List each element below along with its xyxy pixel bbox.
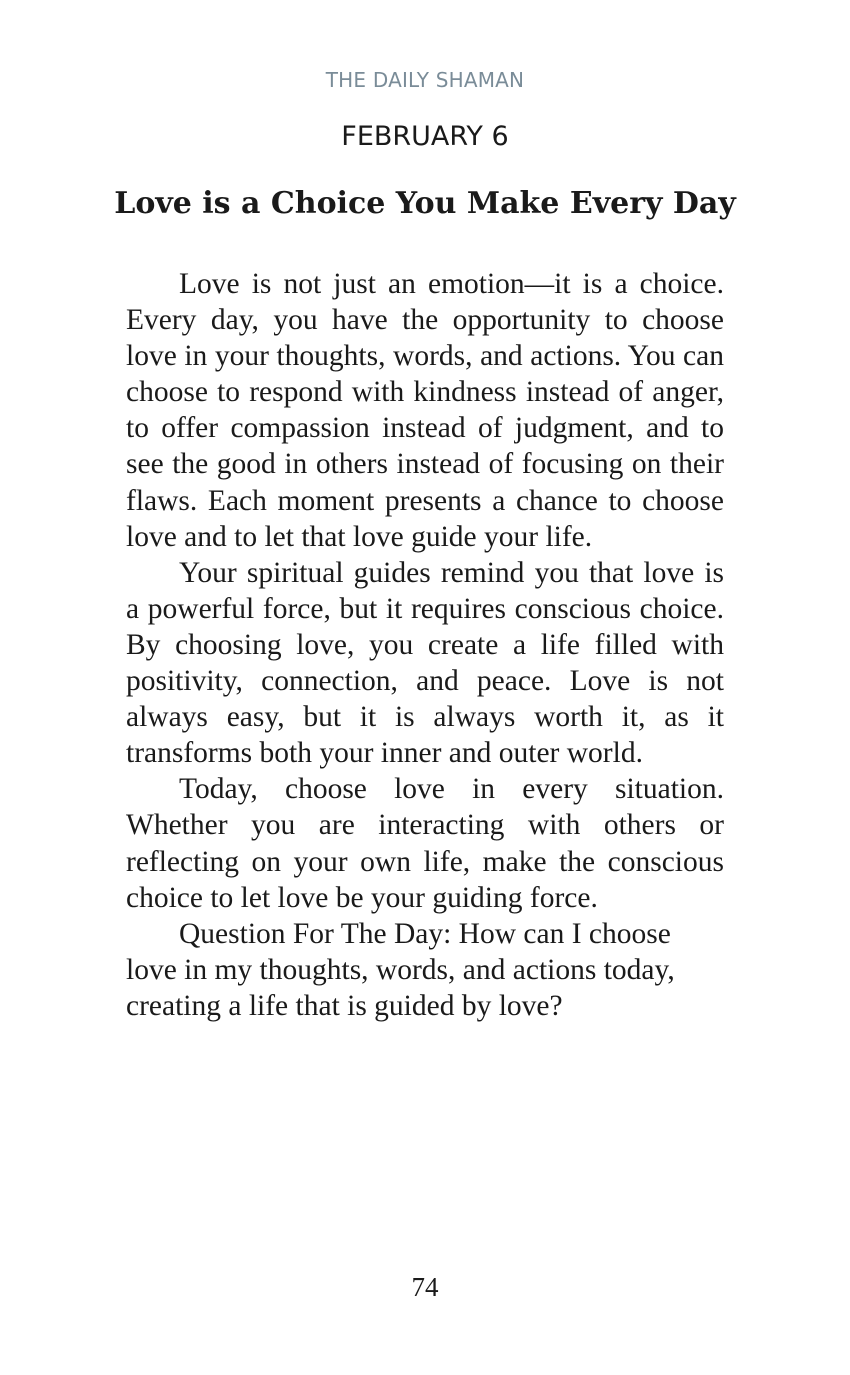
entry-title: Love is a Choice You Make Every Day	[114, 186, 736, 221]
page-number: 74	[411, 1272, 439, 1302]
paragraph: Your spiritual guides remind you that love is a powerful force, but it requires conscious choice. By choosing love, you create a life filled with positivity, connection, and peace. Love is not always easy, but it is always worth it, as it transforms both your inner and outer world.	[126, 556, 724, 770]
question-for-the-day: Question For The Day: How can I choose love in my thoughts, words, and actions today, creating a life that is guided by love?	[126, 917, 675, 1022]
paragraph: Today, choose love in every situation. Whether you are interacting with others or reflecting on your own life, make the conscious choice to let love be your guiding force.	[126, 773, 724, 914]
entry-date: FEBRUARY 6	[341, 121, 509, 152]
running-head: THE DAILY SHAMAN	[325, 68, 525, 92]
entry-body	[126, 266, 724, 1024]
paragraph: Love is not just an emotion—it is a choice. Every day, you have the opportunity to choose love in your thoughts, words, and actions. You can choose to respond with kindness instead of anger, to offer compassion instead of judgment, and to see the good in others instead of focusing on their flaws. Each moment presents a chance to choose love and to let that love guide your life.	[126, 268, 724, 553]
